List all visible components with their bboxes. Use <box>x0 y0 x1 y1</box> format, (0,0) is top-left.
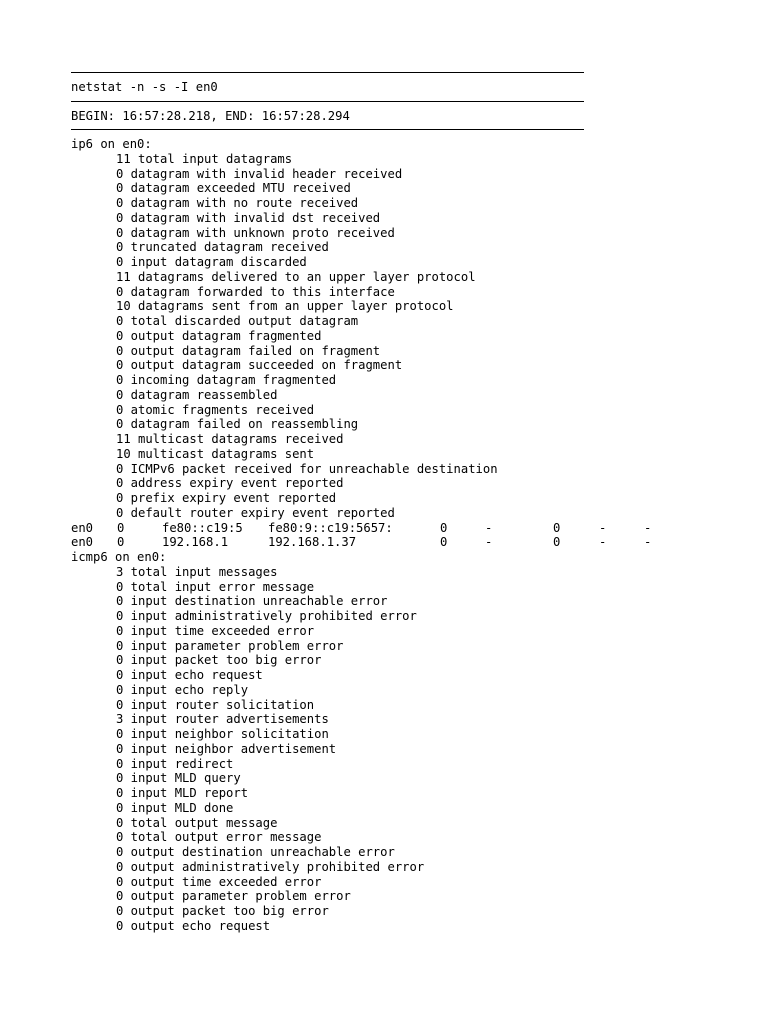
stat-line: 0 input administratively prohibited error <box>116 609 417 624</box>
interface-oerrs: - <box>599 520 607 535</box>
stat-line: 0 input neighbor advertisement <box>116 741 337 756</box>
stat-line: 0 datagram with invalid dst received <box>116 210 381 225</box>
stat-line: 0 datagram with invalid header received <box>116 166 403 181</box>
interface-coll: - <box>644 535 652 550</box>
stat-line: 0 input MLD report <box>116 786 249 801</box>
interface-address: 192.168.1.37 <box>268 535 357 550</box>
interface-name: en0 <box>71 535 94 550</box>
stat-line: 0 input echo reply <box>116 682 249 697</box>
stat-line: 0 truncated datagram received <box>116 240 329 255</box>
interface-row <box>71 521 761 536</box>
stat-line: 0 output packet too big error <box>116 904 329 919</box>
stat-line: 0 input time exceeded error <box>116 623 315 638</box>
interface-ipkts: 0 <box>440 535 448 550</box>
stat-line: 0 output datagram fragmented <box>116 328 322 343</box>
stat-line: 0 input datagram discarded <box>116 255 307 270</box>
stat-line: 0 output datagram failed on fragment <box>116 343 381 358</box>
interface-network: fe80::c19:5 <box>162 520 243 535</box>
interface-mtu: 0 <box>117 520 125 535</box>
stat-line: 0 input redirect <box>116 756 234 771</box>
stat-line: 0 input packet too big error <box>116 653 322 668</box>
stats-body <box>71 137 761 934</box>
divider <box>71 101 584 102</box>
ip6-stats-list <box>71 152 761 521</box>
stat-line: 0 datagram reassembled <box>116 387 278 402</box>
icmp6-section-header: icmp6 on en0: <box>71 550 167 565</box>
stat-line: 0 input MLD done <box>116 800 234 815</box>
stat-line: 0 atomic fragments received <box>116 402 315 417</box>
stat-line: 0 output time exceeded error <box>116 874 322 889</box>
stat-line: 0 output parameter problem error <box>116 889 351 904</box>
stat-line: 0 address expiry event reported <box>116 476 344 491</box>
stat-line: 0 default router expiry event reported <box>116 505 395 520</box>
netstat-output <box>71 72 761 934</box>
interface-opkts: 0 <box>553 520 561 535</box>
stat-line: 0 input router solicitation <box>116 697 315 712</box>
interface-coll: - <box>644 520 652 535</box>
interface-row <box>71 535 761 550</box>
divider <box>71 129 584 130</box>
stat-line: 0 datagram forwarded to this interface <box>116 284 395 299</box>
stat-line: 0 input echo request <box>116 668 263 683</box>
stat-line: 0 input destination unreachable error <box>116 594 388 609</box>
timing-line: BEGIN: 16:57:28.218, END: 16:57:28.294 <box>71 108 350 123</box>
stat-line: 0 output echo request <box>116 918 271 933</box>
stat-line: 0 input parameter problem error <box>116 638 344 653</box>
icmp6-stats-list <box>71 565 761 934</box>
interface-oerrs: - <box>599 535 607 550</box>
stat-line: 0 total output error message <box>116 830 322 845</box>
stat-line: 11 multicast datagrams received <box>116 432 344 447</box>
stat-line: 0 total output message <box>116 815 278 830</box>
stat-line: 0 output administratively prohibited error <box>116 859 425 874</box>
interface-ierrs: - <box>485 535 493 550</box>
interface-ierrs: - <box>485 520 493 535</box>
interface-opkts: 0 <box>553 535 561 550</box>
stat-line: 0 datagram exceeded MTU received <box>116 181 351 196</box>
stat-line: 0 output destination unreachable error <box>116 845 395 860</box>
command-line: netstat -n -s -I en0 <box>71 80 218 94</box>
stat-line: 0 incoming datagram fragmented <box>116 373 337 388</box>
stat-line: 3 input router advertisements <box>116 712 329 727</box>
stat-line: 0 ICMPv6 packet received for unreachable destination <box>116 461 498 476</box>
stat-line: 3 total input messages <box>116 564 278 579</box>
ip6-section-header: ip6 on en0: <box>71 137 152 152</box>
stat-line: 0 datagram with no route received <box>116 196 359 211</box>
interface-name: en0 <box>71 520 94 535</box>
stat-line: 10 datagrams sent from an upper layer protocol <box>116 299 454 314</box>
stat-line: 10 multicast datagrams sent <box>116 446 315 461</box>
interface-network: 192.168.1 <box>162 535 229 550</box>
stat-line: 0 output datagram succeeded on fragment <box>116 358 403 373</box>
interface-table <box>71 521 761 551</box>
divider <box>71 72 584 73</box>
stat-line: 0 input MLD query <box>116 771 241 786</box>
stat-line: 11 total input datagrams <box>116 151 293 166</box>
stat-line: 11 datagrams delivered to an upper layer protocol <box>116 269 476 284</box>
stat-line: 0 total discarded output datagram <box>116 314 359 329</box>
stat-line: 0 input neighbor solicitation <box>116 727 329 742</box>
interface-mtu: 0 <box>117 535 125 550</box>
interface-ipkts: 0 <box>440 520 448 535</box>
interface-address: fe80:9::c19:5657: <box>268 520 393 535</box>
stat-line: 0 total input error message <box>116 579 315 594</box>
stat-line: 0 datagram failed on reassembling <box>116 417 359 432</box>
stat-line: 0 prefix expiry event reported <box>116 491 337 506</box>
stat-line: 0 datagram with unknown proto received <box>116 225 395 240</box>
